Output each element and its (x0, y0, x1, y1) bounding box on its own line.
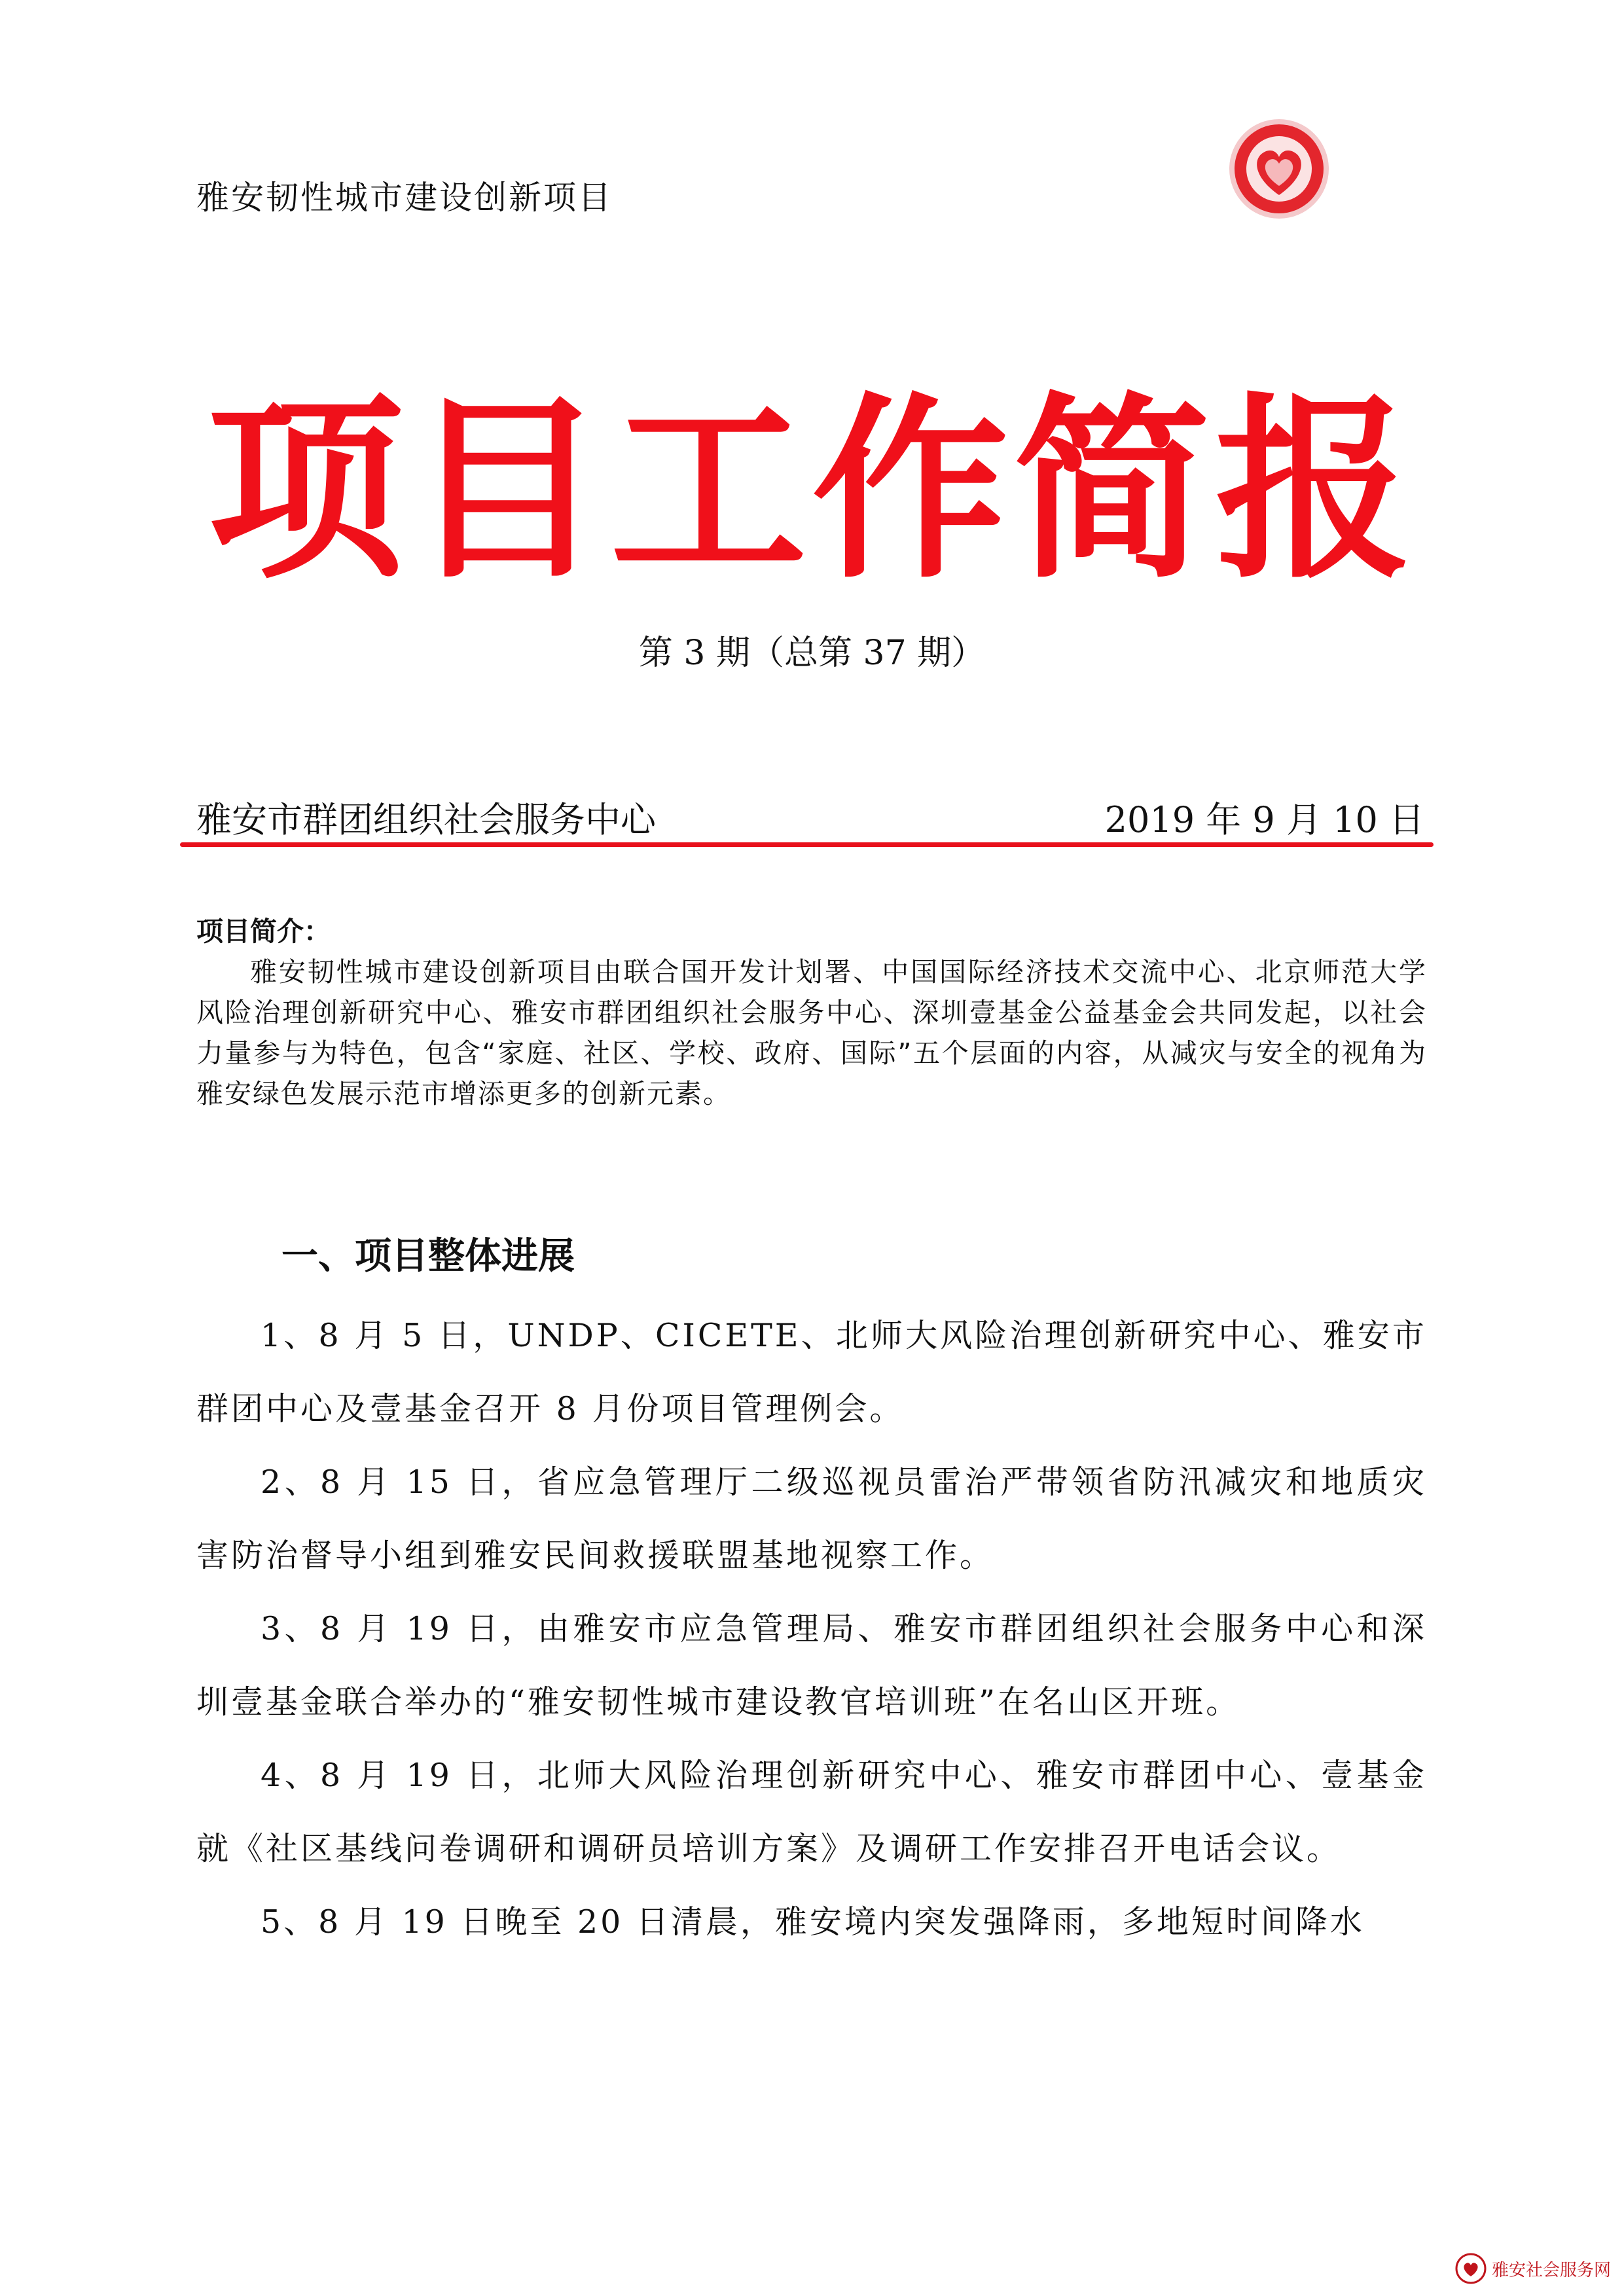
issue-number: 第 3 期（总第 37 期） (638, 634, 986, 673)
site-watermark (1455, 2249, 1611, 2288)
bulletin-title: 项目工作简报 (207, 376, 1417, 605)
project-intro (196, 911, 1427, 1114)
heart-icon (1455, 2253, 1487, 2284)
list-item: 4、8 月 19 日，北师大风险治理创新研究中心、雅安市群团中心、壹基金就《社区基线问卷调研和调研员培训方案》及调研工作安排召开电话会议。 (196, 1757, 1427, 1867)
list-item: 5、8 月 19 日晚至 20 日清晨，雅安境内突发强降雨，多地短时间降水 (261, 1903, 1365, 1941)
intro-text: 雅安韧性城市建设创新项目由联合国开发计划署、中国国际经济技术交流中心、北京师范大学风险治理创新研究中心、雅安市群团组织社会服务中心、深圳壹基金公益基金会共同发起，以社会力量参与为特色，包含“家庭、社区、学校、政府、国际”五个层面的内容，从减灾与安全的视角为雅安绿色发展示范市增添更多的创新元素。 (196, 956, 1427, 1109)
masthead (177, 792, 1431, 844)
progress-list (196, 1299, 1427, 1959)
organization-name: 雅安市群团组织社会服务中心 (196, 799, 656, 840)
list-item: 1、8 月 5 日，UNDP、CICETE、北师大风险治理创新研究中心、雅安市群团中心及壹基金召开 8 月份项目管理例会。 (196, 1317, 1427, 1427)
section-heading: 一、项目整体进展 (281, 1235, 575, 1278)
masthead-divider (180, 842, 1434, 847)
watermark-text: 雅安社会服务网 (1491, 2260, 1611, 2280)
project-name: 雅安韧性城市建设创新项目 (196, 179, 613, 217)
list-item: 2、8 月 15 日，省应急管理厅二级巡视员雷治严带领省防汛减灾和地质灾害防治督导小组到雅安民间救援联盟基地视察工作。 (196, 1463, 1427, 1574)
list-item: 3、8 月 19 日，由雅安市应急管理局、雅安市群团组织社会服务中心和深圳壹基金联合举办的“雅安韧性城市建设教官培训班”在名山区开班。 (196, 1610, 1427, 1721)
intro-label: 项目简介： (196, 916, 331, 947)
heart-seal-logo (1228, 118, 1330, 220)
publish-date: 2019 年 9 月 10 日 (1104, 799, 1424, 840)
